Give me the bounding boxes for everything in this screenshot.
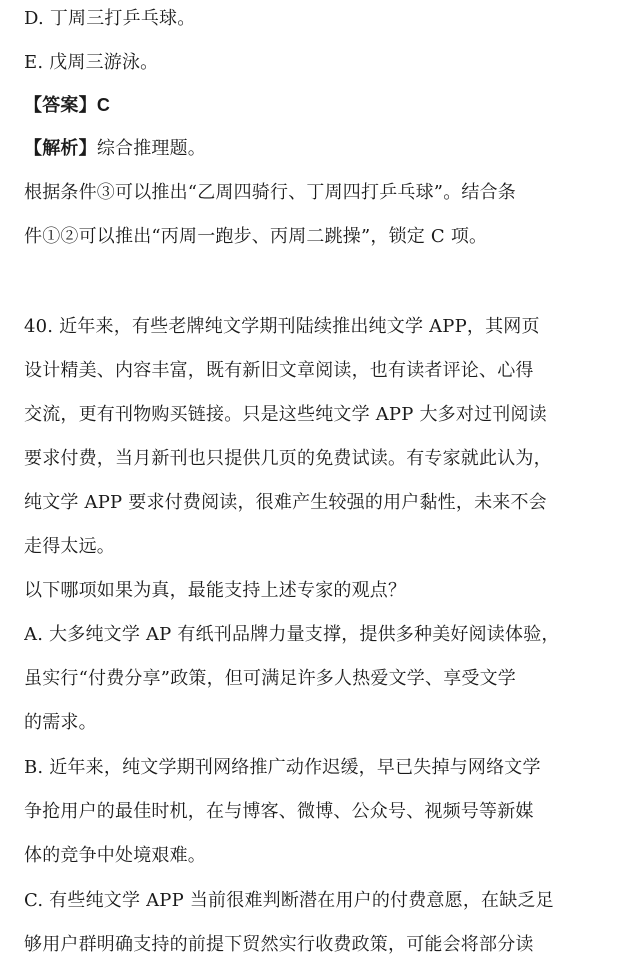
answer-line — [24, 93, 619, 118]
answer-label: 【答案】 — [24, 95, 97, 116]
analysis-title: 综合推理题。 — [96, 138, 207, 159]
analysis-line: 根据条件③可以推出“乙周四骑行、丁周四打乒乓球”。结合条 — [24, 182, 517, 203]
question-stem-line: 40. 近年来，有些老牌纯文学期刊陆续推出纯文学 APP，其网页 — [24, 316, 540, 337]
analysis-line: 件①②可以推出“丙周一跑步、丙周二跳操”，锁定 C 项。 — [24, 226, 488, 247]
question-stem-line: 纯文学 APP 要求付费阅读，很难产生较强的用户黏性，未来不会 — [24, 492, 547, 513]
prev-option-d: D. 丁周三打乒乓球。 — [24, 8, 196, 29]
option-b-line: 争抢用户的最佳时机，在与博客、微博、公众号、视频号等新媒 — [24, 801, 534, 822]
option-a-line: 的需求。 — [24, 712, 97, 733]
question-prompt: 以下哪项如果为真，最能支持上述专家的观点？ — [24, 580, 407, 601]
option-b-line: 体的竞争中处境艰难。 — [24, 845, 206, 866]
answer-value: C — [96, 95, 111, 115]
question-stem-line: 设计精美、内容丰富，既有新旧文章阅读，也有读者评论、心得 — [24, 360, 534, 381]
option-c-line: 够用户群明确支持的前提下贸然实行收费政策，可能会将部分读 — [24, 934, 534, 955]
analysis-heading — [24, 137, 619, 161]
option-c-line: C. 有些纯文学 APP 当前很难判断潜在用户的付费意愿，在缺乏足 — [24, 890, 554, 911]
question-stem-line: 走得太远。 — [24, 536, 115, 557]
option-a-line: A. 大多纯文学 AP 有纸刊品牌力量支撑，提供多种美好阅读体验， — [24, 624, 560, 645]
analysis-label: 【解析】 — [24, 138, 97, 159]
option-a-line: 虽实行“付费分享”政策，但可满足许多人热爱文学、享受文学 — [24, 668, 517, 689]
question-stem-line: 交流，更有刊物购买链接。只是这些纯文学 APP 大多对过刊阅读 — [24, 404, 547, 425]
question-stem-line: 要求付费，当月新刊也只提供几页的免费试读。有专家就此认为， — [24, 448, 552, 469]
prev-option-e: E. 戊周三游泳。 — [24, 52, 159, 73]
option-b-line: B. 近年来，纯文学期刊网络推广动作迟缓，早已失掉与网络文学 — [24, 757, 541, 778]
